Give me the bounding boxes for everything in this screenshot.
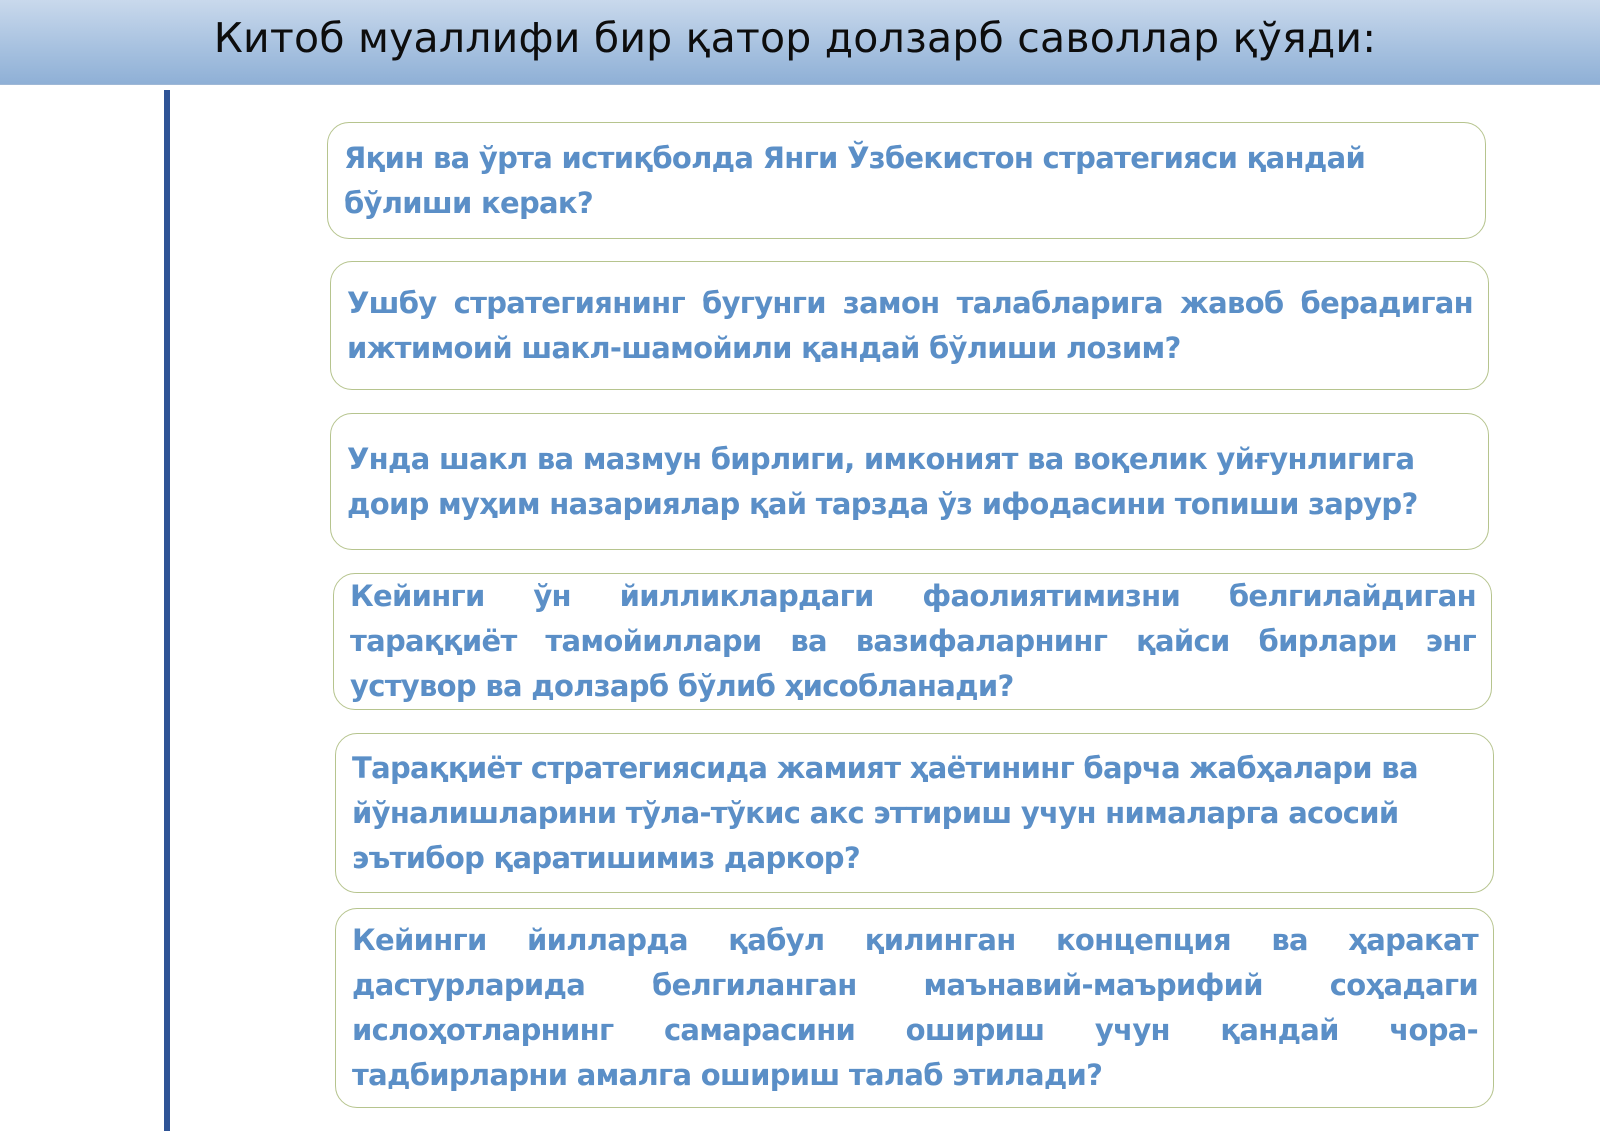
question-text-4: Кейинги ўн йилликлардаги фаолиятимизни белгилайдиган тараққиёт тамойиллари ва вазифаларнинг қайси бирлари энг устувор ва долзарб бўлиб ҳисобланади? bbox=[350, 579, 1476, 703]
question-text-5: Тараққиёт стратегиясида жамият ҳаётининг барча жабҳалари ва йўналишларини тўла-тўкис акс эттириш учун нималарга асосий эътибор қаратишимиз даркор? bbox=[352, 750, 1418, 875]
page-title: Китоб муаллифи бир қатор долзарб саволлар қўяди: bbox=[213, 14, 1377, 62]
question-box-3 bbox=[330, 413, 1489, 550]
question-text-3: Унда шакл ва мазмун бирлиги, имконият ва воқелик уйғунлигига доир муҳим назариялар қай тарзда ўз ифодасини топиши зарур? bbox=[347, 441, 1418, 521]
question-box-2 bbox=[330, 261, 1489, 390]
question-box-6 bbox=[335, 908, 1494, 1108]
question-box-4 bbox=[333, 573, 1492, 710]
left-vertical-rule bbox=[164, 90, 170, 1131]
question-box-5 bbox=[335, 733, 1494, 893]
question-text-6: Кейинги йилларда қабул қилинган концепция ва ҳаракат дастурларида белгиланган маънавий-маърифий соҳадаги ислоҳотларнинг самарасини ошириш учун қандай чора-тадбирларни амалга ошириш талаб этилади? bbox=[352, 923, 1478, 1092]
question-text-1: Яқин ва ўрта истиқболда Янги Ўзбекистон стратегияси қандай бўлиши керак? bbox=[344, 140, 1366, 220]
question-text-2: Ушбу стратегиянинг бугунги замон талабларига жавоб берадиган ижтимоий шакл-шамойили қандай бўлиши лозим? bbox=[347, 285, 1473, 365]
question-box-1 bbox=[327, 122, 1486, 239]
